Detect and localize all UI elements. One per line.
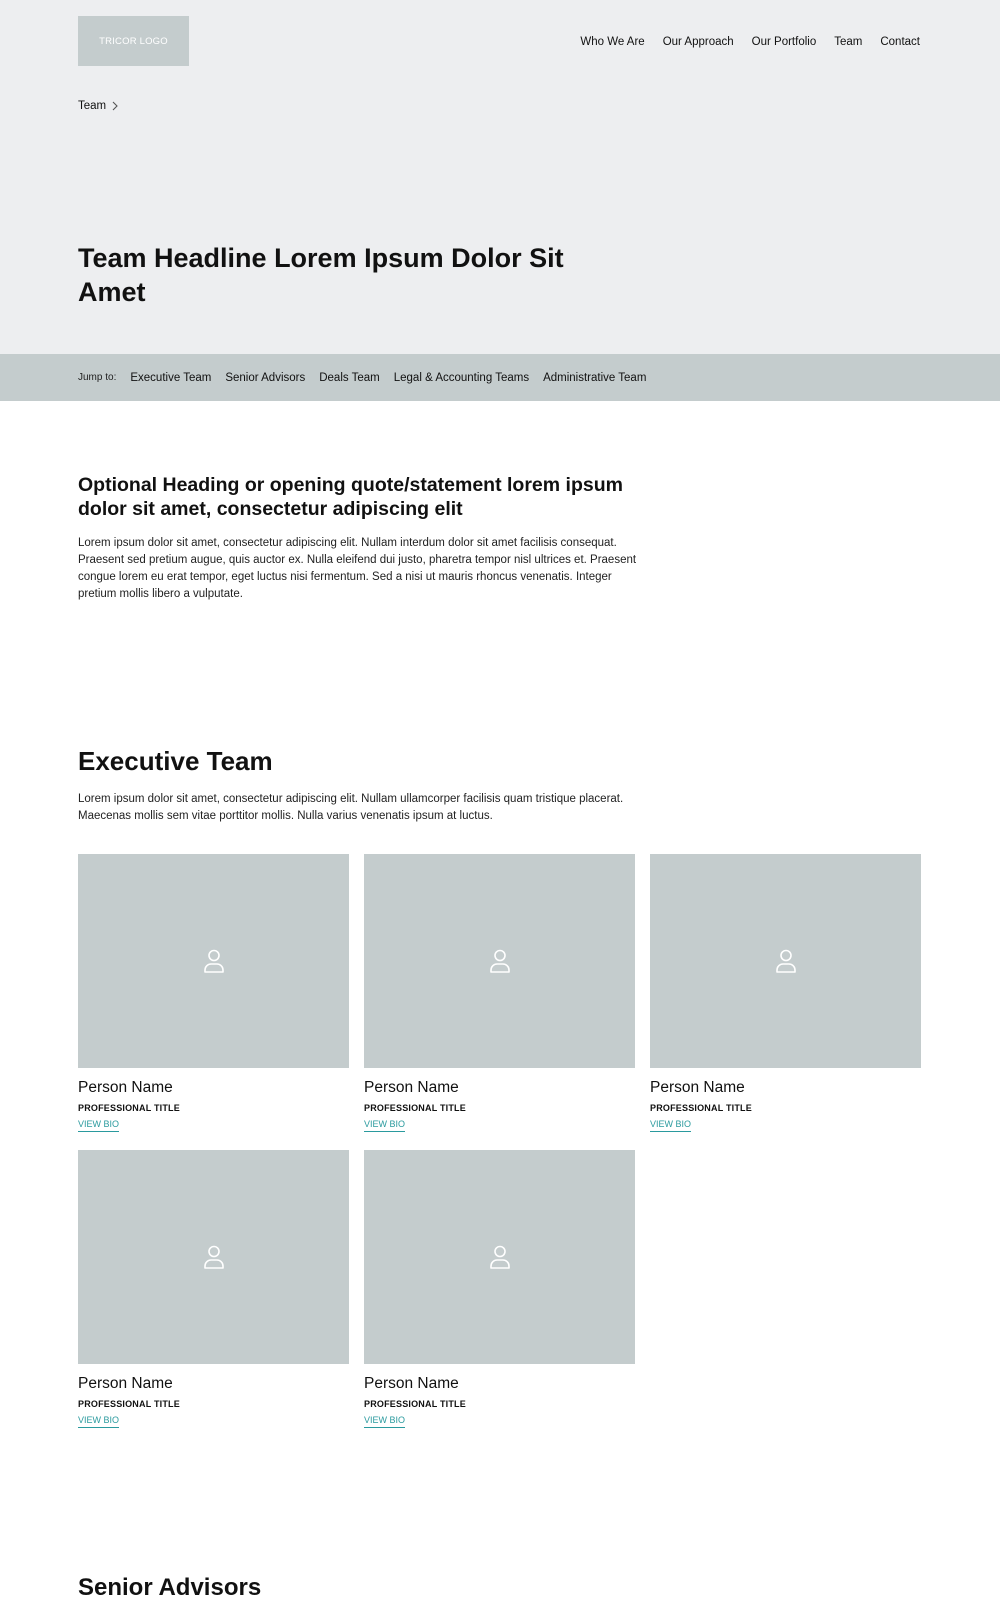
jump-link-deals-team[interactable]: Deals Team [319, 371, 380, 384]
person-icon [775, 948, 797, 974]
person-name: Person Name [364, 1079, 459, 1096]
section-heading-executive-team: Executive Team [78, 746, 273, 776]
section-heading-senior-advisors: Senior Advisors [78, 1574, 262, 1600]
view-bio-link[interactable]: VIEW BIO [364, 1119, 405, 1132]
view-bio-link[interactable]: VIEW BIO [650, 1119, 691, 1132]
section-body-executive-team: Lorem ipsum dolor sit amet, consectetur adipiscing elit. Nullam ullamcorper facilisis quam tristique placerat. Maecenas mollis sem vitae porttitor mollis. Nulla varius venenatis ipsum at luctus. [78, 793, 624, 822]
person-icon [203, 1244, 225, 1270]
hero-section [0, 0, 1000, 354]
team-card [78, 854, 349, 1132]
team-card [364, 1150, 635, 1428]
chevron-right-icon [111, 101, 119, 111]
main-nav [580, 36, 920, 48]
nav-item-contact[interactable]: Contact [880, 36, 920, 48]
person-name: Person Name [364, 1375, 459, 1392]
nav-item-who-we-are[interactable]: Who We Are [580, 36, 645, 48]
breadcrumb-item-team[interactable]: Team [78, 100, 107, 112]
view-bio-link[interactable]: VIEW BIO [364, 1415, 405, 1428]
jump-link-senior-advisors[interactable]: Senior Advisors [225, 371, 306, 384]
jump-label: Jump to: [78, 372, 117, 383]
person-name: Person Name [78, 1079, 173, 1096]
person-name: Person Name [650, 1079, 745, 1096]
person-icon [489, 948, 511, 974]
jump-link-executive-team[interactable]: Executive Team [130, 371, 212, 384]
person-name: Person Name [78, 1375, 173, 1392]
person-title: PROFESSIONAL TITLE [78, 1103, 180, 1113]
nav-item-our-approach[interactable]: Our Approach [662, 36, 734, 48]
jump-nav [0, 354, 1000, 401]
person-photo[interactable] [78, 854, 349, 1068]
person-title: PROFESSIONAL TITLE [650, 1103, 752, 1113]
team-card [78, 1150, 349, 1428]
person-title: PROFESSIONAL TITLE [364, 1103, 466, 1113]
intro-body: Lorem ipsum dolor sit amet, consectetur adipiscing elit. Nullam interdum dolor sit amet facilisis consequat. Praesent sed pretium augue, quis auctor ex. Nulla eleifend dui justo, pharetra tempor nisl ultrices et. Praesent congue lorem eu erat tempor, eget luctus nisi fermentum. Sed a nisi ut mauris rhoncus venenatis. Integer pretium mollis libero a vulputate. [78, 537, 637, 600]
jump-link-legal-accounting[interactable]: Legal & Accounting Teams [393, 371, 530, 384]
person-icon [489, 1244, 511, 1270]
person-title: PROFESSIONAL TITLE [78, 1399, 180, 1409]
page-title: Team Headline Lorem Ipsum Dolor Sit Amet [78, 243, 564, 307]
person-photo[interactable] [78, 1150, 349, 1364]
breadcrumb [78, 100, 119, 112]
team-card [364, 854, 635, 1132]
jump-link-administrative-team[interactable]: Administrative Team [543, 371, 647, 384]
logo[interactable]: TRICOR LOGO [78, 16, 189, 66]
nav-item-our-portfolio[interactable]: Our Portfolio [751, 36, 817, 48]
nav-item-team[interactable]: Team [834, 36, 863, 48]
intro-heading: Optional Heading or opening quote/statement lorem ipsum dolor sit amet, consectetur adipiscing elit [78, 474, 623, 520]
team-card [650, 854, 921, 1132]
view-bio-link[interactable]: VIEW BIO [78, 1415, 119, 1428]
person-photo[interactable] [364, 854, 635, 1068]
view-bio-link[interactable]: VIEW BIO [78, 1119, 119, 1132]
person-photo[interactable] [650, 854, 921, 1068]
person-icon [203, 948, 225, 974]
person-title: PROFESSIONAL TITLE [364, 1399, 466, 1409]
person-photo[interactable] [364, 1150, 635, 1364]
